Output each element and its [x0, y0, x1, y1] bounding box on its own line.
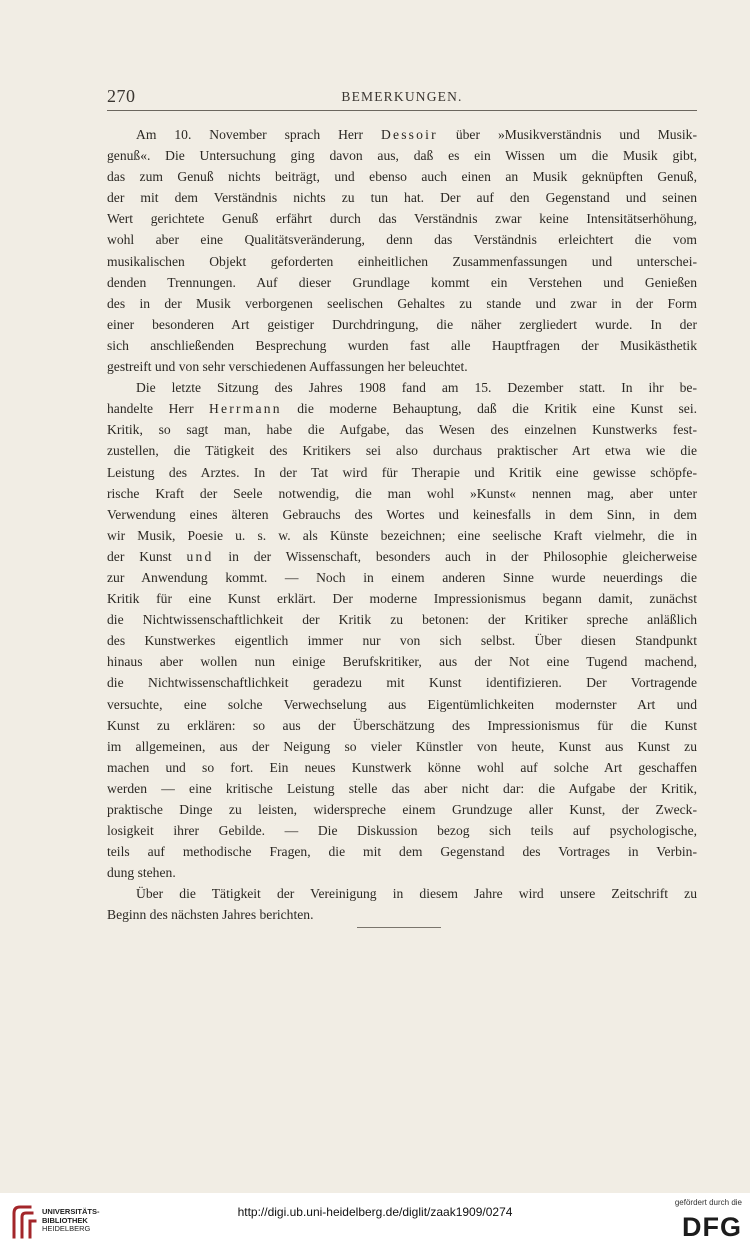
text-segment: das zum Genuß nichts beiträgt, und ebenso auch einen an Musik geknüpften Genuß, — [107, 169, 697, 185]
text-segment: zustellen, die Tätigkeit des Kritikers sei also durchaus praktischer Art etwa wie die — [107, 443, 697, 459]
text-line — [107, 862, 697, 883]
text-line — [107, 229, 697, 250]
text-segment: Über die Tätigkeit der Vereinigung in diesem Jahre wird unsere Zeitschrift zu — [136, 886, 697, 902]
text-line — [107, 124, 697, 145]
text-segment: wir Musik, Poesie u. s. w. als Künste bezeichnen; eine seelische Kraft vielmehr, die in — [107, 527, 697, 543]
text-segment: dung stehen. — [107, 865, 176, 881]
text-line — [107, 272, 697, 293]
text-line — [107, 377, 697, 398]
text-segment: die Nichtwissenschaftlichkeit der Kritik zu betonen: der Kritiker spreche anläßlich — [107, 612, 697, 628]
text-segment: handelte Herr — [107, 401, 209, 417]
text-line — [107, 419, 697, 440]
paragraph — [107, 124, 697, 377]
text-segment: Beginn des nächsten Jahres berichten. — [107, 907, 314, 923]
text-segment: wohl aber eine Qualitätsveränderung, denn das Verständnis erleichtert die vom — [107, 232, 697, 248]
text-line — [107, 462, 697, 483]
text-line — [107, 630, 697, 651]
text-segment: Wert gerichtete Genuß erfährt durch das Verständnis zwar keine Intensitätserhöhung, — [107, 211, 697, 227]
spaced-name: Dessoir — [380, 127, 438, 142]
text-segment: die moderne Behauptung, daß die Kritik eine Kunst sei. — [281, 401, 697, 417]
text-line — [107, 820, 697, 841]
text-segment: in der Wissenschaft, besonders auch in der Philosophie gleicherweise — [213, 548, 697, 564]
text-segment: des Kunstwerkes eigentlich immer nur von sich selbst. Über diesen Standpunkt — [107, 633, 697, 649]
text-line — [107, 166, 697, 187]
text-line — [107, 314, 697, 335]
section-title: BEMERKUNGEN. — [341, 89, 463, 104]
text-segment: praktische Dinge zu leisten, widerspreche einem Grundzuge aller Kunst, der Zweck- — [107, 802, 697, 817]
text-line — [107, 609, 697, 630]
permalink-url[interactable]: http://digi.ub.uni-heidelberg.de/diglit/zaak1909/0274 — [237, 1205, 513, 1219]
text-segment: der mit dem Verständnis nichts zu tun hat. Der auf den Gegenstand und seinen — [107, 190, 697, 206]
text-line — [107, 736, 697, 757]
text-segment: Kritik, so sagt man, habe die Aufgabe, das Wesen des einzelnen Kunstwerks fest- — [107, 422, 697, 438]
text-segment: des in der Musik verborgenen seelischen Gehaltes zu stande und zwar in der Form — [107, 295, 697, 311]
text-line — [107, 440, 697, 461]
text-line — [107, 904, 697, 925]
paragraph — [107, 883, 697, 925]
spaced-name: und — [186, 548, 214, 564]
text-segment: losigkeit ihrer Gebilde. — Die Diskussion bezog sich teils auf psychologische, — [107, 823, 697, 839]
text-line — [107, 672, 697, 693]
text-segment: einer besonderen Art geistiger Durchdringung, die näher zergliedert wurde. In der — [107, 316, 697, 332]
text-line — [107, 778, 697, 799]
text-segment: Die letzte Sitzung des Jahres 1908 fand am 15. Dezember statt. In ihr be- — [136, 380, 697, 396]
text-segment: Kunst zu erklären: so aus der Überschätzung des Impressionismus für die Kunst — [107, 717, 697, 733]
text-segment: Am 10. November sprach Herr — [136, 127, 381, 142]
text-segment: über »Musikverständnis und Musik- — [437, 127, 697, 142]
text-line — [107, 483, 697, 504]
text-line — [107, 525, 697, 546]
text-line — [107, 356, 697, 377]
text-line — [107, 187, 697, 208]
text-segment: hinaus aber wollen nun einige Berufskritiker, aus der Not eine Tugend machend, — [107, 654, 697, 670]
text-line — [107, 715, 697, 736]
text-segment: zur Anwendung kommt. — Noch in einem anderen Sinne wurde neuerdings die — [107, 569, 697, 585]
text-segment: Kritik für eine Kunst erklärt. Der moderne Impressionismus begann damit, zunächst — [107, 591, 697, 607]
text-line — [107, 757, 697, 778]
end-rule — [357, 927, 441, 928]
text-line — [107, 504, 697, 525]
text-line — [107, 651, 697, 672]
text-segment: der Kunst — [107, 548, 187, 564]
body-text — [107, 124, 697, 926]
text-line — [107, 567, 697, 588]
text-line — [107, 588, 697, 609]
text-line — [107, 251, 697, 272]
text-segment: machen und so fort. Ein neues Kunstwerk könne wohl auf solche Art geschaffen — [107, 759, 697, 775]
text-segment: Leistung des Arztes. In der Tat wird für Therapie und Kritik eine gewisse schöpfe- — [107, 464, 697, 480]
footer-bar — [0, 1193, 750, 1247]
text-segment: sich anschließenden Besprechung wurden fast alle Hauptfragen der Musikästhetik — [107, 337, 697, 353]
text-line — [107, 145, 697, 166]
text-segment: musikalischen Objekt geforderten einheitlichen Zusammenfassungen und unterschei- — [107, 253, 697, 269]
text-line — [107, 694, 697, 715]
text-segment: denden Trennungen. Auf dieser Grundlage kommt ein Verstehen und Genießen — [107, 274, 697, 290]
text-segment: teils auf methodische Fragen, die mit dem Gegenstand des Vortrages in Verbin- — [107, 844, 697, 860]
library-name-line-2: BIBLIOTHEK — [42, 1215, 88, 1225]
text-segment: im allgemeinen, aus der Neigung so vieler Künstler von heute, Kunst aus Kunst zu — [107, 738, 697, 754]
dfg-logo: DFG — [682, 1212, 742, 1242]
text-segment: gestreift und von sehr verschiedenen Auffassungen her beleuchtet. — [107, 359, 468, 375]
text-segment: werden — eine kritische Leistung stelle das aber nicht dar: die Aufgabe der Kritik, — [107, 780, 697, 796]
text-line — [107, 841, 697, 862]
text-segment: genuß«. Die Untersuchung ging davon aus, daß es ein Wissen um die Musik gibt, — [107, 148, 697, 164]
text-segment: versuchte, eine solche Verwechselung aus Eigentümlichkeiten modernster Art und — [107, 696, 697, 712]
text-line — [107, 546, 697, 567]
text-segment: Verwendung eines älteren Gebrauchs des Wortes und keinesfalls in dem Sinn, in dem — [107, 506, 697, 522]
text-line — [107, 398, 697, 419]
spaced-name: Herrmann — [209, 401, 282, 417]
library-name-line-3: HEIDELBERG — [42, 1224, 91, 1233]
text-segment: rische Kraft der Seele notwendig, die man wohl »Kunst« nennen mag, aber unter — [107, 485, 697, 501]
text-line — [107, 208, 697, 229]
text-segment: die Nichtwissenschaftlichkeit geradezu mit Kunst identifizieren. Der Vortragende — [107, 675, 697, 691]
text-line — [107, 335, 697, 356]
text-line — [107, 293, 697, 314]
library-name-line-1: UNIVERSITÄTS- — [42, 1207, 100, 1216]
page-number: 270 — [107, 86, 136, 106]
text-line — [107, 799, 697, 820]
paragraph — [107, 377, 697, 883]
running-head — [107, 84, 697, 111]
funding-note: gefördert durch die — [674, 1198, 742, 1207]
text-line — [107, 883, 697, 904]
